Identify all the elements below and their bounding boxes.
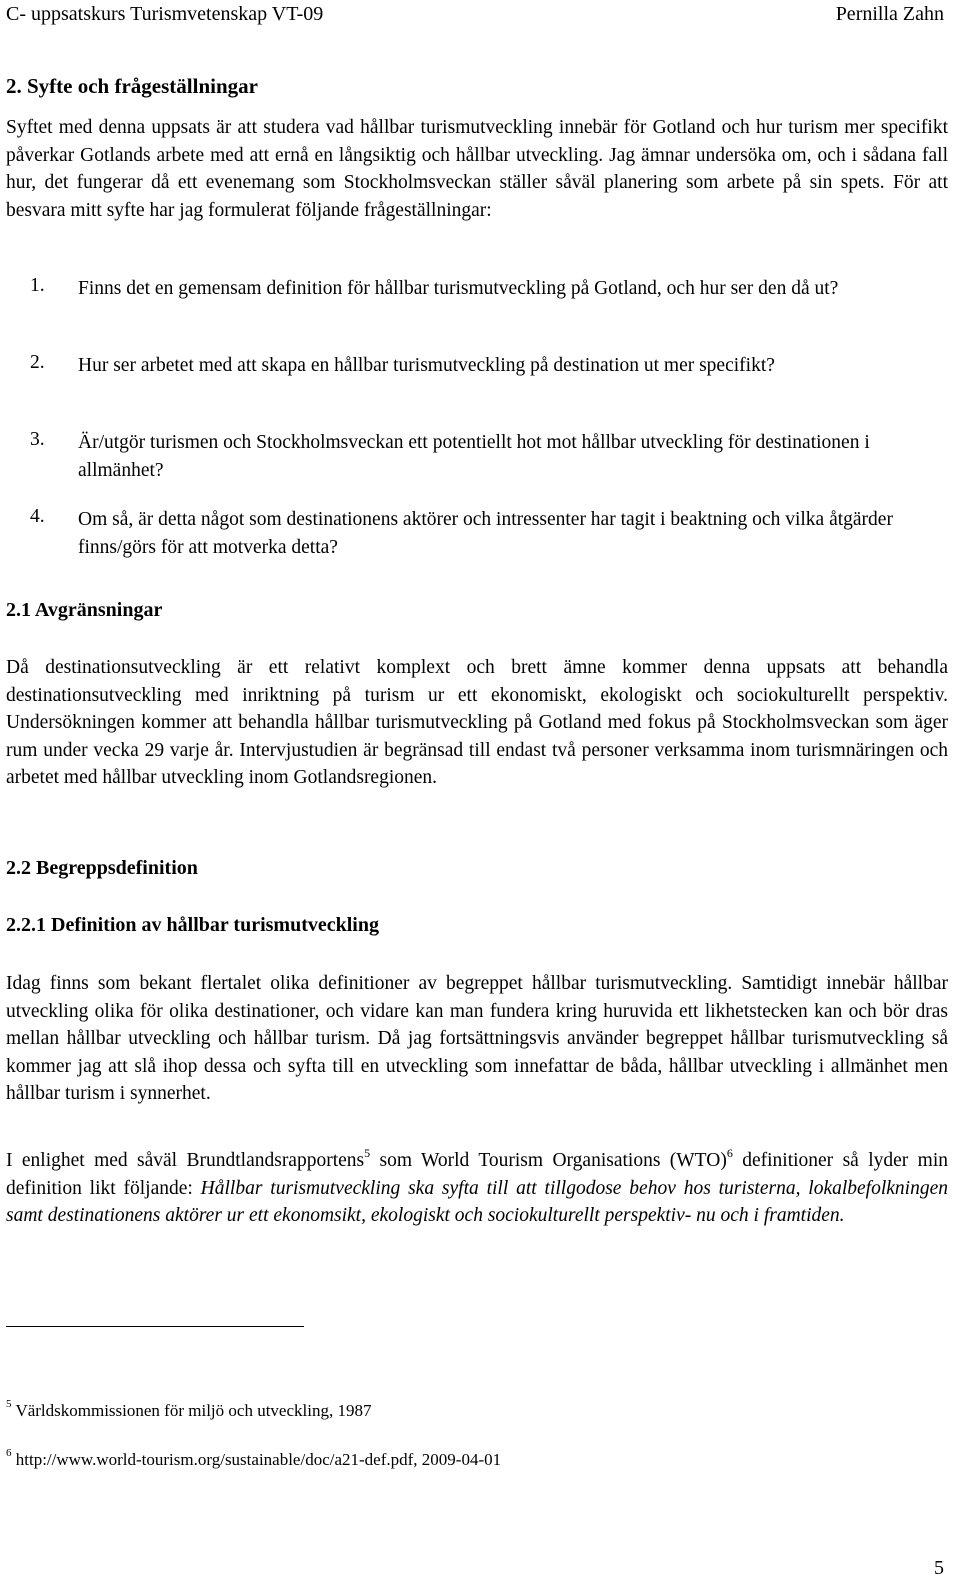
header-course: C- uppsatskurs Turismvetenskap VT-09: [6, 3, 324, 25]
question-number: 1.: [30, 275, 45, 296]
section-2-1-paragraph: Då destinationsutveckling är ett relativt komplext och brett ämne kommer denna uppsats att behandla destinationsutveckling med inriktning på turism ur ett ekonomiskt, ekologiskt och sociokulturellt perspektiv. Undersökningen kommer att behandla hållbar turismutveckling på Gotland med fokus på Stockholmsveckan som äger rum under vecka 29 varje år. Intervjustudien är begränsad till endast två personer verksamma inom turismnäringen och arbetet med hållbar utveckling inom Gotlandsregionen.: [6, 657, 948, 788]
section-2-paragraph: Syftet med denna uppsats är att studera vad hållbar turismutveckling innebär för Gotland och hur turism mer specifikt påverkar Gotlands arbete med att ernå en långsiktig och hållbar utveckling. Jag ämnar undersöka om, och i sådana fall hur, det fungerar då ett evenemang som Stockholmsveckan ställer såväl planering som arbete på sin spets. För att besvara mitt syfte har jag formulerat följande frågeställningar:: [6, 117, 948, 221]
question-text: Finns det en gemensam definition för hållbar turismutveckling på Gotland, och hur ser den då ut?: [78, 278, 839, 299]
question-text: Är/utgör turismen och Stockholmsveckan ett potentiellt hot mot hållbar utveckling för destinationen i allmänhet?: [78, 432, 870, 481]
footnote: [6, 1447, 502, 1470]
footnote-number: 5: [6, 1398, 12, 1411]
question-list: [0, 275, 960, 565]
question-number: 2.: [30, 352, 45, 373]
section-2-2-heading: 2.2 Begreppsdefinition: [6, 857, 198, 879]
footnote-link[interactable]: http://www.world-tourism.org/sustainable/doc/a21-def.pdf, 2009-04-01: [11, 1450, 502, 1469]
definition-quote: Hållbar turismutveckling ska syfta till att tillgodose behov hos turisterna, lokalbefolkningen samt destinationens aktörer ur ett ekonomsikt, ekologiskt och sociokulturellt perspektiv- nu och i framtiden.: [6, 1177, 948, 1226]
question-number: 3.: [30, 429, 45, 450]
statement-intro: I enlighet med såväl Brundtlandsrapportens: [6, 1150, 365, 1171]
header-author: Pernilla Zahn: [835, 3, 944, 25]
section-2-1-heading: 2.1 Avgränsningar: [6, 599, 163, 621]
section-2-heading: 2. Syfte och frågeställningar: [6, 74, 258, 98]
statement-middle: som World Tourism Organisations (WTO): [370, 1150, 727, 1171]
footnote: [6, 1398, 372, 1421]
question-text: Om så, är detta något som destinationens aktörer och intressenter har tagit i beaktning och vilka åtgärder finns/görs för att motverka detta?: [78, 509, 893, 558]
page-number: 5: [934, 1557, 944, 1579]
footnote-text: Världskommissionen för miljö och utveckling, 1987: [11, 1401, 372, 1420]
definition-paragraph: Idag finns som bekant flertalet olika definitioner av begreppet hållbar turismutveckling. Samtidigt innebär hållbar utveckling olika för olika destinationer, och vidare kan man fundera kring huruvida ett likhetstecken kan och bör dras mellan hållbar utveckling och hållbar turism. Då jag fortsättningsvis använder begreppet hållbar turismutveckling så kommer jag att slå ihop dessa och syfta till en utveckling som innefattar de båda, hållbar utveckling i allmänhet men hållbar turism i synnerhet.: [6, 973, 948, 1104]
question-text: Hur ser arbetet med att skapa en hållbar turismutveckling på destination ut mer specifikt?: [78, 355, 775, 376]
footnote-number: 6: [6, 1447, 12, 1460]
footnote-separator: [6, 1326, 304, 1327]
footnote-ref-6: 6: [726, 1145, 733, 1160]
section-2-2-1-heading: 2.2.1 Definition av hållbar turismutveckling: [6, 914, 379, 936]
question-number: 4.: [30, 506, 45, 527]
definition-statement: [6, 1147, 948, 1230]
statement-tail: definitioner så lyder min definition likt följande:: [6, 1150, 948, 1199]
footnote-ref-5: 5: [364, 1145, 371, 1160]
